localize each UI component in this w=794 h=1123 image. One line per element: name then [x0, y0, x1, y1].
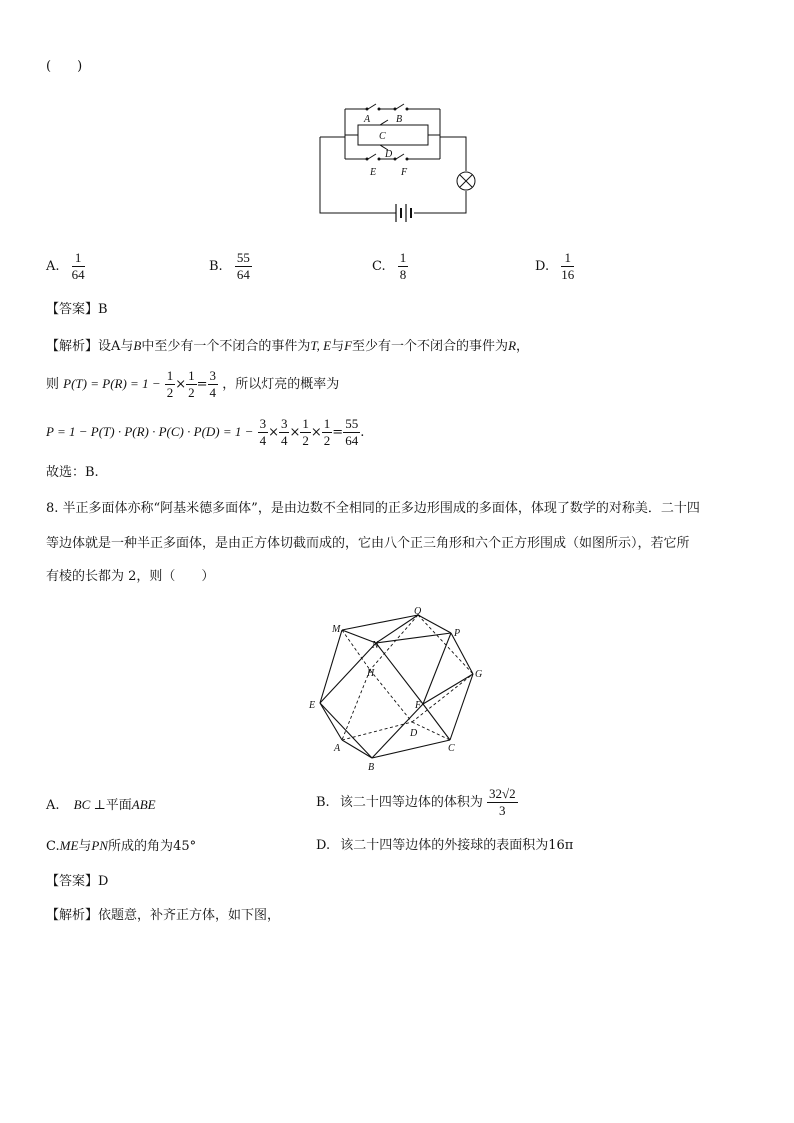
q8-option-c: C.ME与PN所成的角为45° — [46, 838, 197, 854]
q8-stem-line3: 有棱的长都为 2，则（ ） — [46, 569, 215, 584]
vertex-label-h: H — [367, 668, 375, 679]
switch-label-f: F — [401, 167, 408, 178]
q8-stem-line1: 8. 半正多面体亦称“阿基米德多面体”，是由边数不全相同的正多边形围成的多面体，体现了数学的对称美．二十四 — [46, 501, 700, 516]
q7-answer: 【答案】B — [46, 302, 108, 317]
q7-option-c: C. $\frac{1}{8}$ — [372, 250, 407, 282]
question-bracket: ( ) — [46, 59, 83, 74]
vertex-label-c: C — [448, 743, 455, 754]
q8-option-d: D. 该二十四等边体的外接球的表面积为16π — [316, 838, 574, 853]
vertex-label-d: D — [410, 728, 418, 739]
switch-label-a: A — [364, 114, 371, 125]
q7-option-d: D. $\frac{1}{16}$ — [535, 250, 575, 282]
polyhedron-figure — [300, 600, 500, 775]
q8-option-b: B. 该二十四等边体的体积为 $\frac{32√2}{3}$ — [316, 786, 516, 818]
q7-conclusion: 故选：B. — [46, 465, 99, 480]
vertex-label-n: N — [372, 640, 379, 651]
q8-analysis: 【解析】依题意，补齐正方体，如下图， — [46, 908, 281, 923]
q8-answer: 【答案】D — [46, 874, 109, 889]
switch-label-c: C — [379, 131, 386, 142]
vertex-label-q: Q — [414, 606, 422, 617]
q7-analysis-line1: 【解析】设A与B中至少有一个不闭合的事件为T, E与F至少有一个不闭合的事件为R， — [46, 338, 530, 354]
vertex-label-b: B — [368, 762, 375, 773]
vertex-label-g: G — [475, 669, 483, 680]
q7-analysis-line3: P = 1 − P(T) · P(R) · P(C) · P(D) = 1 − $\frac{3}{4}$ × $\frac{3}{4}$ × $\frac{1}{2}$ × $\frac{1}{2}$ = $\frac{55}{64}$ . — [46, 416, 365, 448]
vertex-label-e: E — [309, 700, 316, 711]
q7-option-a: A. $\frac{1}{64}$ — [46, 250, 85, 282]
switch-label-d: D — [385, 149, 393, 160]
vertex-label-f: F — [415, 700, 422, 711]
vertex-label-m: M — [332, 624, 341, 635]
vertex-label-a: A — [334, 743, 341, 754]
q7-analysis-line2: 则 P(T) = P(R) = 1 − $\frac{1}{2}$ × $\frac{1}{2}$ = $\frac{3}{4}$ ，所以灯亮的概率为 — [46, 368, 340, 400]
q8-stem-line2: 等边体就是一种半正多面体，是由正方体切截而成的，它由八个正三角形和六个正方形围成（如图所示），若它所 — [46, 536, 690, 551]
q8-option-a: A. BC ⊥平面ABE — [46, 797, 156, 813]
switch-label-e: E — [370, 167, 377, 178]
circuit-diagram — [310, 95, 490, 225]
q7-option-b: B. $\frac{55}{64}$ — [209, 250, 250, 282]
switch-label-b: B — [396, 114, 403, 125]
vertex-label-p: P — [454, 628, 461, 639]
